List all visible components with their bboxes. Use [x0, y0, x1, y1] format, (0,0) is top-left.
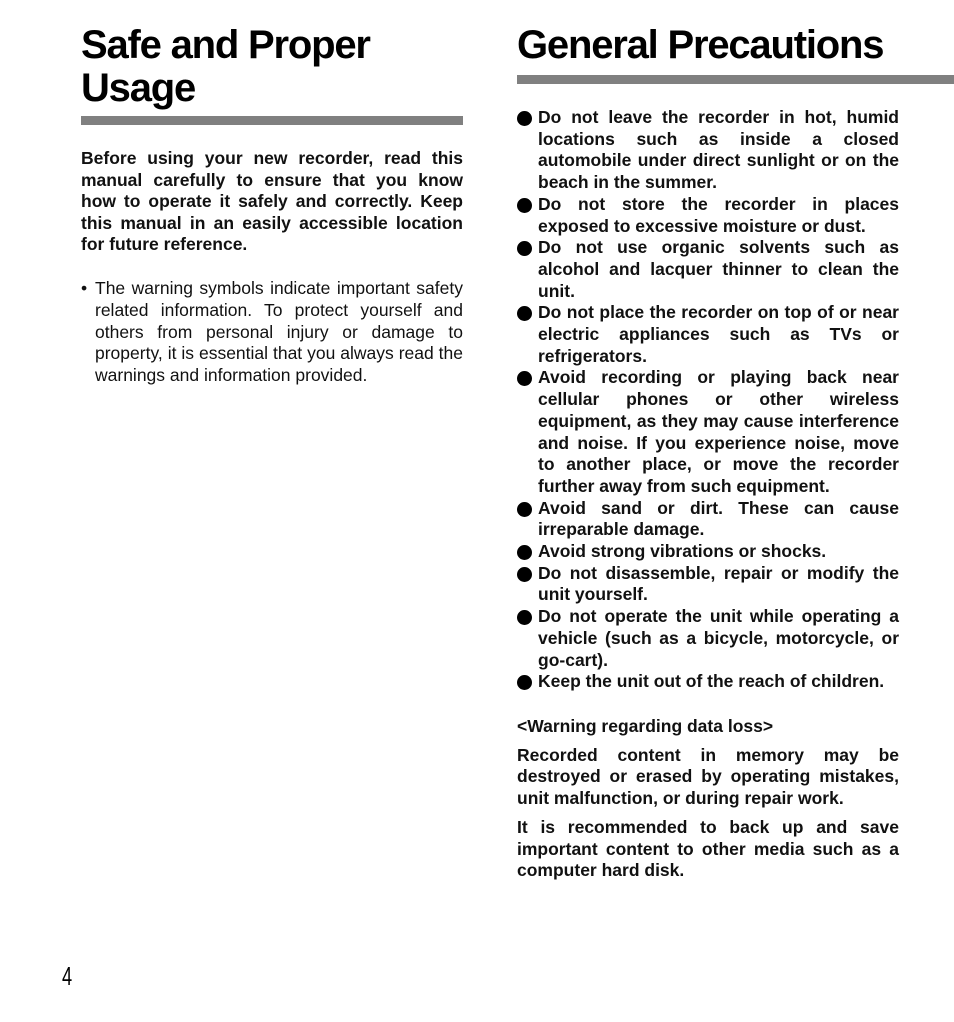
precaution-item [517, 498, 899, 541]
data-loss-warning-paragraph: Recorded content in memory may be destroyed or erased by operating mistakes, unit malfunction, or during repair work. [517, 744, 899, 809]
precaution-item [517, 302, 899, 367]
precaution-item [517, 606, 899, 671]
warning-symbols-note [81, 278, 463, 387]
title-underline [81, 116, 463, 125]
precaution-item [517, 367, 899, 497]
filled-circle-icon [517, 241, 532, 256]
precaution-text: Do not store the recorder in places exposed to excessive moisture or dust. [538, 193, 899, 236]
filled-circle-icon [517, 567, 532, 582]
backup-recommendation-paragraph: It is recommended to back up and save important content to other media such as a computer hard disk. [517, 816, 899, 881]
right-column [517, 24, 899, 882]
precaution-text: Do not disassemble, repair or modify the unit yourself. [538, 562, 899, 605]
left-column [81, 24, 463, 387]
precaution-item [517, 107, 899, 194]
title-underline [517, 75, 954, 84]
precaution-text: Do not operate the unit while operating a vehicle (such as a bicycle, motorcycle, or go-cart). [538, 606, 899, 670]
precaution-text: Do not leave the recorder in hot, humid locations such as inside a closed automobile under direct sunlight or on the beach in the summer. [538, 107, 899, 193]
data-loss-warning-heading: <Warning regarding data loss> [517, 715, 774, 736]
section-title-safe-usage: Safe and Proper Usage [81, 23, 370, 110]
precaution-text: Avoid recording or playing back near cellular phones or other wireless equipment, as they may cause interference and noise. If you experience noise, move to another place, or move the recorder further away from such equipment. [538, 367, 899, 496]
filled-circle-icon [517, 111, 532, 126]
precaution-item [517, 563, 899, 606]
filled-circle-icon [517, 545, 532, 560]
filled-circle-icon [517, 675, 532, 690]
bullet-icon: • [81, 277, 88, 298]
section-title-general-precautions: General Precautions [517, 23, 884, 67]
precaution-text: Do not use organic solvents such as alcohol and lacquer thinner to clean the unit. [538, 237, 899, 301]
precaution-text: Avoid sand or dirt. These can cause irreparable damage. [538, 497, 899, 540]
intro-paragraph: Before using your new recorder, read this manual carefully to ensure that you know how to operate it safely and correctly. Keep this manual in an easily accessible location for future reference. [81, 148, 463, 255]
precaution-text: Do not place the recorder on top of or near electric appliances such as TVs or refrigerators. [538, 302, 899, 366]
filled-circle-icon [517, 610, 532, 625]
filled-circle-icon [517, 198, 532, 213]
precaution-text: Keep the unit out of the reach of children. [538, 671, 885, 692]
precaution-text: Avoid strong vibrations or shocks. [538, 541, 827, 562]
page-number: 4 [62, 961, 73, 991]
filled-circle-icon [517, 306, 532, 321]
warning-symbols-note-text: The warning symbols indicate important safety related information. To protect yourself and others from personal injury or damage to property, it is essential that you always read the warnings and information provided. [95, 277, 463, 386]
filled-circle-icon [517, 502, 532, 517]
precaution-item [517, 541, 899, 563]
precaution-item [517, 671, 899, 693]
precautions-list [517, 107, 899, 693]
precaution-item [517, 194, 899, 237]
filled-circle-icon [517, 371, 532, 386]
precaution-item [517, 237, 899, 302]
